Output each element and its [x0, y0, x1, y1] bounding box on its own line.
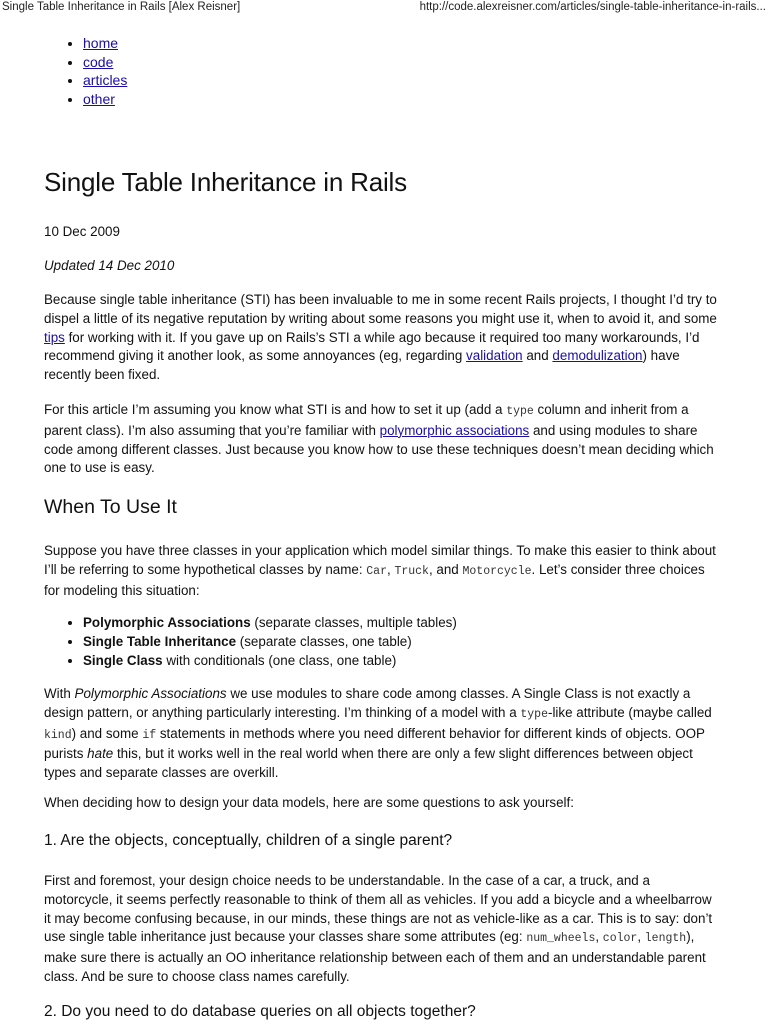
intro-text-3: and [522, 348, 553, 364]
question-heading-2: 2. Do you need to do database queries on all objects together? [44, 1003, 476, 1020]
choice-name: Single Table Inheritance [83, 634, 237, 649]
updated-text: Updated 14 Dec 2010 [44, 258, 175, 273]
with-em-hate: hate [87, 746, 114, 762]
page-title: Single Table Inheritance in Rails [44, 167, 407, 197]
validation-link[interactable]: validation [466, 348, 523, 364]
modeling-choices-list [44, 613, 723, 670]
with-text-1: With [44, 686, 75, 701]
article-content [44, 34, 724, 1020]
with-paragraph [44, 685, 720, 783]
assume-text-1: For this article I’m assuming you know what STI is and how to set it up (add a [44, 402, 507, 417]
suppose-text-1: Suppose you have three classes in your application which model similar things. To make this easier to think about I’ll be referring to some hypothetical classes by name: [44, 543, 716, 577]
list-item [83, 651, 723, 670]
with-text-2: we use modules to share code among classes. A Single Class is not exactly a design pattern, or anything particularly interesting. I’m thinking of a model with a [44, 686, 691, 720]
with-text-5: statements in methods where you need different behavior for different kinds of objects. OOP purists [44, 725, 705, 762]
choice-desc: (separate classes, multiple tables) [250, 615, 457, 630]
code-if: if [142, 728, 157, 742]
first-text-2: ), make sure there is actually an OO inheritance relationship between each of them and an understandable parent class. And be sure to choose class names carefully. [44, 929, 706, 984]
nav-item-code [83, 53, 724, 72]
nav-item-home [83, 34, 724, 53]
intro-text-1: Because single table inheritance (STI) has been invaluable to me in some recent Rails projects, I thought I’d try to dispel a little of its negative reputation by writing about some reasons you might use it, when to avoid it, and some [44, 292, 717, 326]
intro-paragraph [44, 291, 720, 385]
tips-link[interactable]: tips [44, 329, 65, 345]
list-item [83, 632, 723, 651]
suppose-sep-1: , [387, 561, 395, 577]
nav-item-other [83, 90, 724, 109]
nav-link-other[interactable]: other [83, 90, 115, 107]
print-url: http://code.alexreisner.com/articles/single-table-inheritance-in-rails... [419, 1, 766, 13]
choice-name: Polymorphic Associations [83, 615, 251, 630]
first-text-1: First and foremost, your design choice needs to be understandable. In the case of a car, a truck, and a motorcycle, it seems perfectly reasonable to think of them all as vehicles. If you add a bicycle and a wheelbarrow it may become confusing because, in our minds, these things are not as vehicle-like as a car. This is to say: don’t use single table inheritance just because your classes share some attributes (eg: [44, 873, 713, 945]
suppose-text-2: . Let’s consider three choices for modeling this situation: [44, 561, 705, 598]
code-color: color [602, 932, 638, 946]
print-header [0, 0, 768, 18]
choice-desc: with conditionals (one class, one table) [162, 653, 397, 668]
choice-name: Single Class [83, 653, 163, 668]
assume-text-3: and using modules to share code among different classes. Just because you know how to use these techniques doesn’t mean deciding which one to use is easy. [44, 422, 714, 476]
section-heading-when: When To Use It [44, 496, 177, 518]
deciding-paragraph: When deciding how to design your data models, here are some questions to ask yourself: [44, 795, 574, 810]
intro-text-4: ) have recently been fixed. [44, 348, 680, 383]
intro-text-2: for working with it. If you gave up on Rails’s STI a while ago because it required too many workarounds, I’d recommend giving it another look, as some annoyances (eg, regarding [44, 329, 700, 364]
first-paragraph [44, 872, 720, 987]
demodulization-link[interactable]: demodulization [552, 348, 643, 364]
nav-link-home[interactable]: home [83, 35, 119, 51]
nav-link-articles[interactable]: articles [83, 72, 128, 89]
list-item [83, 613, 723, 632]
assumption-paragraph [44, 401, 720, 478]
print-title: Single Table Inheritance in Rails [Alex Reisner] [2, 1, 241, 13]
nav-item-articles [83, 71, 724, 90]
code-num-wheels: num_wheels [526, 932, 596, 946]
code-car: Car [366, 564, 387, 578]
code-type: type [506, 405, 534, 418]
with-text-3: -like attribute (maybe called [547, 704, 712, 720]
with-text-6: this, but it works well in the real world when there are only a few slight differences between object types and separate classes are overkill. [44, 746, 693, 781]
suppose-paragraph [44, 542, 720, 600]
code-kind: kind [44, 728, 72, 742]
with-text-4: ) and some [71, 725, 143, 741]
assume-text-2: column and inherit from a parent class). I’m also assuming that you’re familiar with [44, 402, 689, 438]
question-heading-1: 1. Are the objects, conceptually, children of a single parent? [44, 832, 453, 849]
suppose-sep-2: , and [428, 561, 463, 577]
nav-link-code[interactable]: code [83, 53, 114, 70]
code-length: length [644, 932, 687, 946]
article-date: 10 Dec 2009 [44, 224, 120, 239]
article-updated [44, 257, 720, 276]
polymorphic-associations-link[interactable]: polymorphic associations [379, 422, 530, 438]
code-motorcycle: Motorcycle [462, 564, 532, 578]
code-type: type [520, 707, 548, 721]
choice-desc: (separate classes, one table) [236, 634, 412, 649]
with-em-poly: Polymorphic Associations [74, 686, 227, 701]
first-sep-1: , [595, 929, 603, 945]
site-nav [44, 34, 724, 108]
first-sep-2: , [637, 929, 645, 945]
code-truck: Truck [394, 564, 429, 578]
